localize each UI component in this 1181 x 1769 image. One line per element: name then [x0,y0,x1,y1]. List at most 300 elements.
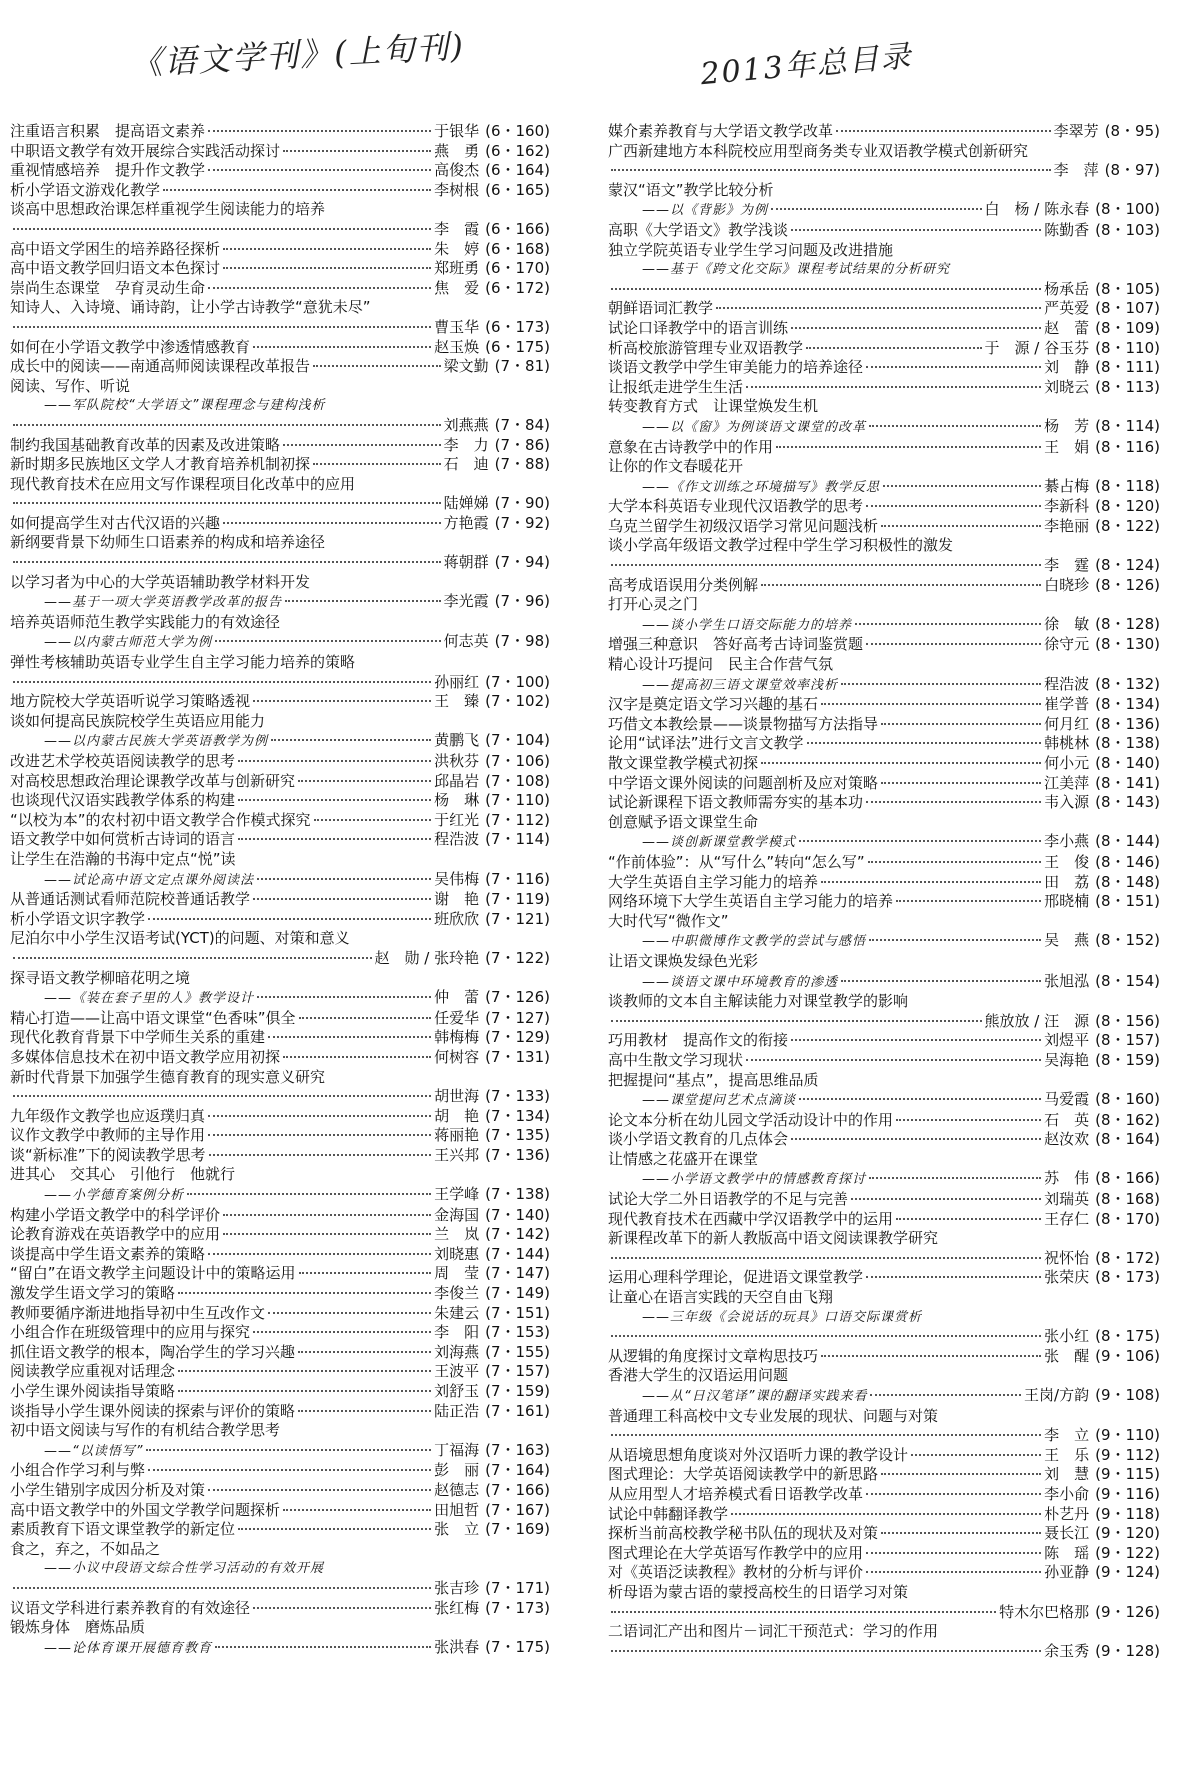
entry-title: 高考成语误用分类例解 [608,575,759,594]
toc-entry [10,929,550,968]
toc-line [608,536,1160,556]
leader-dots [821,1355,1041,1357]
entry-author: 李新科 [1044,497,1090,516]
entry-page: (7・159) [485,1382,550,1400]
entry-author: 蒋朝群 [443,553,489,572]
entry-page: (9・112) [1095,1445,1160,1464]
entry-author: 任爱华 [434,1008,480,1027]
entry-title: 巧借文本教绘景——谈景物描写方法指导 [608,714,879,733]
toc-line [10,1126,550,1146]
entry-page: (7・135) [485,1126,550,1145]
leader-dots [299,1272,432,1274]
toc-line [10,1165,550,1185]
leader-dots [208,1134,431,1136]
entry-title: 议作文教学中教师的主导作用 [10,1126,206,1145]
toc-entry [608,1210,1160,1230]
toc-line [10,494,550,514]
entry-title: 从应用型人才培养模式看日语教学改革 [608,1484,864,1503]
entry-author: 仲 蕾 [434,988,480,1007]
leader-dots [866,643,1041,645]
entry-author: 周 莹 [434,1264,480,1283]
entry-title: 新纲要背景下幼师生口语素养的构成和培养途径 [10,533,326,552]
entry-title: 谈提高中学生语文素养的策略 [10,1244,206,1263]
toc-entry [608,1190,1160,1210]
toc-line [608,972,1160,993]
toc-line [608,1426,1160,1446]
entry-title: 散文课堂教学模式初探 [608,754,759,772]
leader-dots [866,366,1041,368]
leader-dots [611,1434,1041,1436]
entry-page: (8・118) [1095,476,1160,495]
entry-title: 精心设计巧提问 民主合作营气氛 [608,655,834,674]
entry-author: 赵汝欢 [1044,1130,1090,1149]
leader-dots [791,1039,1041,1041]
leader-dots [896,900,1041,902]
entry-author: 王 娟 [1044,437,1090,456]
entry-title: 大学本科英语专业现代汉语教学的思考 [608,497,864,516]
toc-entry [608,655,1160,695]
toc-entry [10,692,550,712]
entry-page: (7・164) [485,1461,550,1480]
entry-title: 汉字是奠定语文学习兴趣的基石 [608,695,819,714]
toc-entry [10,1323,550,1343]
entry-author: 刘燕燕 [443,415,489,434]
toc-entry [608,1150,1160,1190]
toc-line [10,533,550,553]
entry-title: 图式理论：大学英语阅读教学中的新思路 [608,1465,879,1484]
leader-dots [761,762,1041,764]
entry-page: (7・108) [485,771,550,790]
toc-line [10,514,550,534]
entry-title: 谈小学高年级语文教学过程中学生学习积极性的激发 [608,536,954,555]
toc-line [10,1599,550,1619]
entry-title: 谈高中思想政治课怎样重视学生阅读能力的培养 [10,200,326,219]
toc-entry [608,1524,1160,1544]
entry-page: (7・140) [485,1205,550,1224]
leader-dots [298,1351,431,1353]
leader-dots [611,1020,982,1022]
entry-page: (8・157) [1095,1031,1160,1050]
entry-title: 阅读、写作、听说 [10,376,131,395]
entry-author: 金海国 [434,1205,480,1224]
toc-line [608,734,1160,754]
toc-entry [10,1421,550,1461]
entry-page: (7・142) [485,1225,550,1244]
toc-entry [608,339,1160,359]
toc-line [10,259,550,279]
leader-dots [611,1257,1041,1259]
entry-subtitle: —— 从“日汉笔译”课的翻译实践来看 [608,1387,867,1407]
toc-line [10,1501,550,1521]
entry-author: 刘晓云 [1044,377,1090,396]
toc-entry [10,1048,550,1068]
entry-page: (7・96) [494,592,550,611]
leader-dots [208,1253,431,1255]
toc-line [10,890,550,910]
toc-line [10,653,550,673]
toc-line [10,553,550,573]
entry-page: (9・126) [1095,1602,1160,1621]
entry-title: 谈“新标准”下的阅读教学思考 [10,1145,206,1164]
leader-dots [746,1059,1041,1061]
entry-author: 赵 蕾 [1044,318,1090,337]
entry-page: (8・116) [1095,437,1160,456]
entry-page: (7・163) [485,1440,550,1459]
entry-title: 知诗人、入诗境、诵诗韵，让小学古诗教学“意犹未尽” [10,298,371,317]
entry-author: 何树容 [434,1047,480,1066]
entry-author: 崔学普 [1044,695,1090,714]
toc-entry [10,1362,550,1382]
leader-dots [299,1017,432,1019]
toc-entry [608,1111,1160,1131]
entry-title: 对《英语泛读教程》教材的分析与评价 [608,1563,864,1582]
entry-subtitle: —— 《装在套子里的人》教学设计 [10,989,254,1009]
entry-page: (7・116) [485,869,550,888]
toc-entry [10,1126,550,1146]
entry-page: (8・144) [1095,832,1160,851]
toc-line [608,576,1160,596]
toc-line [10,416,550,436]
toc-entry [10,1618,550,1658]
toc-line [10,632,550,653]
entry-author: 綦占梅 [1044,476,1090,495]
entry-title: 从普通话测试看师范院校普通话教学 [10,890,251,909]
entry-page: (7・106) [485,752,550,770]
toc-entry [608,358,1160,378]
entry-subtitle: —— 课堂提问艺术点滴谈 [608,1091,796,1111]
entry-subtitle: —— 小议中段语文综合性学习活动的有效开展 [10,1559,324,1579]
toc-entry [608,378,1160,398]
toc-line [608,1407,1160,1427]
toc-line [10,949,550,969]
entry-page: (9・108) [1095,1386,1160,1404]
entry-page: (9・122) [1095,1543,1160,1562]
entry-page: (8・100) [1095,200,1160,219]
toc-line [10,1540,550,1560]
entry-author: 田旭哲 [434,1500,480,1519]
leader-dots [208,1115,431,1117]
entry-author: 曹玉华 [434,317,480,336]
toc-line [608,1308,1160,1328]
entry-title: 从逻辑的角度探讨文章构思技巧 [608,1346,819,1365]
leader-dots [851,1198,1041,1200]
entry-author: 张荣庆 [1044,1268,1090,1287]
entry-page: (7・104) [485,731,550,750]
entry-subtitle: —— 以《窗》为例谈语文课堂的改革 [608,418,866,438]
toc-line [10,220,550,240]
entry-page: (9・128) [1095,1641,1160,1660]
leader-dots [841,683,1041,685]
entry-page: (9・124) [1095,1563,1160,1582]
entry-author: 王学峰 [434,1185,480,1204]
toc-line [608,952,1160,972]
toc-line [10,772,550,792]
leader-dots [896,1119,1041,1121]
entry-author: 赵玉焕 [434,337,480,356]
toc-line [608,1583,1160,1603]
leader-dots [238,760,431,762]
toc-line [608,1090,1160,1111]
toc-line [608,1268,1160,1288]
toc-line [608,142,1160,162]
leader-dots [148,1469,431,1471]
entry-title: 阅读教学应重视对话理念 [10,1362,176,1381]
entry-page: (7・153) [485,1323,550,1342]
leader-dots [283,1509,431,1511]
entry-page: (8・162) [1095,1110,1160,1129]
entry-page: (6・166) [485,219,550,238]
entry-title: 高中语文教学回归语文本色探讨 [10,259,221,278]
entry-subtitle: —— 军队院校“大学语文”课程理念与建构浅析 [10,396,325,416]
entry-author: 刘 慧 [1044,1465,1090,1484]
toc-line [608,221,1160,241]
entry-page: (8・148) [1095,872,1160,891]
toc-entry [608,397,1160,437]
toc-line [10,573,550,593]
leader-dots [611,1650,1041,1652]
entry-author: 张旭泓 [1044,971,1090,990]
toc-line [10,1146,550,1166]
toc-entry [10,514,550,534]
entry-author: 谢 艳 [434,890,480,909]
entry-page: (7・94) [494,553,550,572]
entry-author: 韩梅梅 [434,1028,480,1047]
toc-line [10,1481,550,1501]
entry-title: 谈如何提高民族院校学生英语应用能力 [10,711,266,730]
entry-subtitle: —— 基于《跨文化交际》课程考试结果的分析研究 [608,260,950,280]
toc-line [608,813,1160,833]
entry-page: (7・126) [485,988,550,1007]
leader-dots [866,801,1041,803]
entry-author: 李 力 [443,435,489,454]
toc-column-right [608,122,1160,1661]
entry-author: 赵德志 [434,1480,480,1499]
entry-page: (7・157) [485,1362,550,1381]
leader-dots [257,996,431,998]
leader-dots [223,1214,431,1216]
leader-dots [611,1335,1041,1337]
toc-entry [10,830,550,850]
entry-page: (7・169) [485,1520,550,1539]
entry-page: (8・105) [1095,279,1160,298]
toc-line [10,988,550,1009]
toc-line [10,712,550,732]
entry-author: 刘海燕 [434,1342,480,1361]
toc-entry [10,1402,550,1422]
toc-entry [608,1485,1160,1505]
leader-dots [253,346,431,348]
entry-page: (8・151) [1095,892,1160,911]
toc-entry [10,613,550,653]
toc-line [608,1051,1160,1071]
entry-title: 论文本分析在幼儿园文学活动设计中的作用 [608,1110,894,1129]
entry-page: (8・126) [1095,575,1160,594]
toc-line [608,517,1160,537]
entry-title: 锻炼身体 磨炼品质 [10,1618,146,1637]
toc-line [10,1087,550,1107]
toc-line [10,1520,550,1540]
entry-page: (7・155) [485,1342,550,1361]
toc-line [608,695,1160,715]
entry-page: (8・113) [1095,377,1160,396]
leader-dots [146,1449,431,1451]
entry-page: (6・173) [485,317,550,336]
entry-author: 孙亚静 [1044,1563,1090,1582]
entry-author: 蒋丽艳 [434,1126,480,1145]
entry-title: 多媒体信息技术在初中语文教学应用初探 [10,1047,281,1066]
entry-title: 探寻语文教学柳暗花明之境 [10,968,191,987]
leader-dots [223,267,431,269]
entry-author: 王兴邦 [434,1145,480,1164]
entry-author: 石 英 [1044,1110,1090,1129]
toc-entry [608,1130,1160,1150]
entry-author: 方艳霞 [443,513,489,532]
entry-author: 兰 岚 [434,1225,480,1244]
entry-title: 论教育游戏在英语教学中的应用 [10,1225,221,1244]
toc-line [10,1402,550,1422]
toc-line [10,122,550,142]
entry-author: 张吉珍 [434,1578,480,1597]
entry-author: 李树根 [434,180,480,199]
entry-author: 苏 伟 [1044,1169,1090,1188]
toc-entry [10,122,550,142]
toc-entry [608,853,1160,873]
toc-line [10,1185,550,1206]
handwritten-index-title: 2013年总目录 [699,38,914,93]
entry-page: (7・102) [485,692,550,711]
entry-page: (8・122) [1095,516,1160,535]
toc-entry [10,752,550,772]
entry-author: 李艳丽 [1044,516,1090,535]
toc-line [10,455,550,475]
entry-title: “以校为本”的农村初中语文教学合作模式探究 [10,810,311,829]
toc-line [608,892,1160,912]
toc-line [608,1563,1160,1583]
entry-title: 现代化教育背景下中学师生关系的重建 [10,1028,266,1047]
entry-page: (9・116) [1095,1484,1160,1503]
entry-title: 新时期多民族地区文学人才教育培养机制初探 [10,455,311,474]
toc-line [10,240,550,260]
entry-author: 白 杨 / 陈永春 [984,200,1090,219]
leader-dots [866,505,1041,507]
entry-author: 张洪春 [434,1637,480,1656]
leader-dots [215,1646,431,1648]
entry-page: (7・122) [485,948,550,967]
toc-line [10,475,550,495]
toc-line [608,397,1160,417]
toc-entry [608,1544,1160,1564]
leader-dots [611,169,1051,171]
entry-author: 聂长江 [1044,1524,1090,1543]
entry-page: (8・166) [1095,1169,1160,1188]
toc-line [10,870,550,891]
entry-title: 试论新课程下语文教师需夯实的基本功 [608,793,864,812]
entry-author: 李 霆 [1044,556,1090,575]
toc-line [608,1386,1160,1407]
entry-page: (8・95) [1104,122,1160,140]
entry-author: 王波平 [434,1362,480,1381]
entry-title: 尼泊尔中小学生汉语考试(YCT)的问题、对策和意义 [10,929,350,948]
entry-title: 改进艺术学校英语阅读教学的思考 [10,752,236,770]
entry-author: 焦 爱 [434,278,480,297]
entry-page: (9・115) [1095,1465,1160,1484]
entry-page: (7・136) [485,1145,550,1164]
entry-author: 赵 勋 / 张玲艳 [374,948,480,967]
toc-line [10,1245,550,1265]
entry-title: 现代教育技术在西藏中学汉语教学中的运用 [608,1209,894,1228]
entry-page: (6・165) [485,180,550,199]
toc-entry [608,319,1160,339]
leader-dots [881,723,1041,725]
toc-line [608,1505,1160,1525]
entry-page: (6・164) [485,161,550,180]
entry-title: 论用“试译法”进行文言文教学 [608,734,804,753]
toc-line [10,1343,550,1363]
toc-line [10,200,550,220]
toc-line [608,912,1160,932]
toc-entry [10,1264,550,1284]
leader-dots [13,1587,431,1589]
leader-dots [866,1552,1041,1554]
entry-author: 石 迪 [443,455,489,474]
entry-title: 探析当前高校教学秘书队伍的现状及对策 [608,1524,879,1543]
entry-page: (8・146) [1095,852,1160,871]
entry-title: 析高校旅游管理专业双语教学 [608,338,804,357]
entry-page: (8・134) [1095,695,1160,714]
toc-line [10,592,550,613]
toc-line [10,1382,550,1402]
handwritten-journal-title: 《语文学刊》(上旬刊) [129,27,466,83]
entry-subtitle: —— 中职微博作文教学的尝试与感悟 [608,932,866,952]
entry-subtitle: —— 三年级《会说话的玩具》口语交际课赏析 [608,1308,922,1328]
leader-dots [253,1331,431,1333]
toc-line [608,1111,1160,1131]
toc-entry [608,1622,1160,1661]
leader-dots [238,799,431,801]
toc-entry [10,1461,550,1481]
leader-dots [178,1370,431,1372]
toc-line [608,1446,1160,1466]
toc-entry [608,912,1160,952]
entry-author: 特木尔巴格那 [999,1602,1090,1621]
toc-line [10,692,550,712]
leader-dots [611,288,1041,290]
leader-dots [238,1528,431,1530]
entry-author: 黄鹏飞 [434,731,480,750]
entry-title: 谈语文教学中学生审美能力的培养途径 [608,358,864,377]
toc-line [10,1461,550,1481]
toc-line [608,358,1160,378]
toc-line [608,774,1160,794]
toc-line [10,1264,550,1284]
toc-line [608,457,1160,477]
entry-page: (7・88) [494,455,550,474]
leader-dots [881,1532,1041,1534]
entry-title: 图式理论在大学英语写作教学中的应用 [608,1543,864,1562]
entry-title: 试论口译教学中的语言训练 [608,318,789,337]
leader-dots [313,463,441,465]
entry-title: 高中语文学困生的培养路径探析 [10,239,221,258]
toc-entry [608,122,1160,142]
entry-subtitle: —— 谈创新课堂教学模式 [608,833,796,853]
toc-line [608,1249,1160,1269]
toc-line [608,477,1160,498]
entry-title: 如何在小学语文教学中渗透情感教育 [10,337,251,356]
toc-entry [10,240,550,260]
entry-title: 小组合作在班级管理中的应用与探究 [10,1323,251,1342]
toc-entry [608,1229,1160,1268]
entry-page: (7・92) [494,513,550,532]
